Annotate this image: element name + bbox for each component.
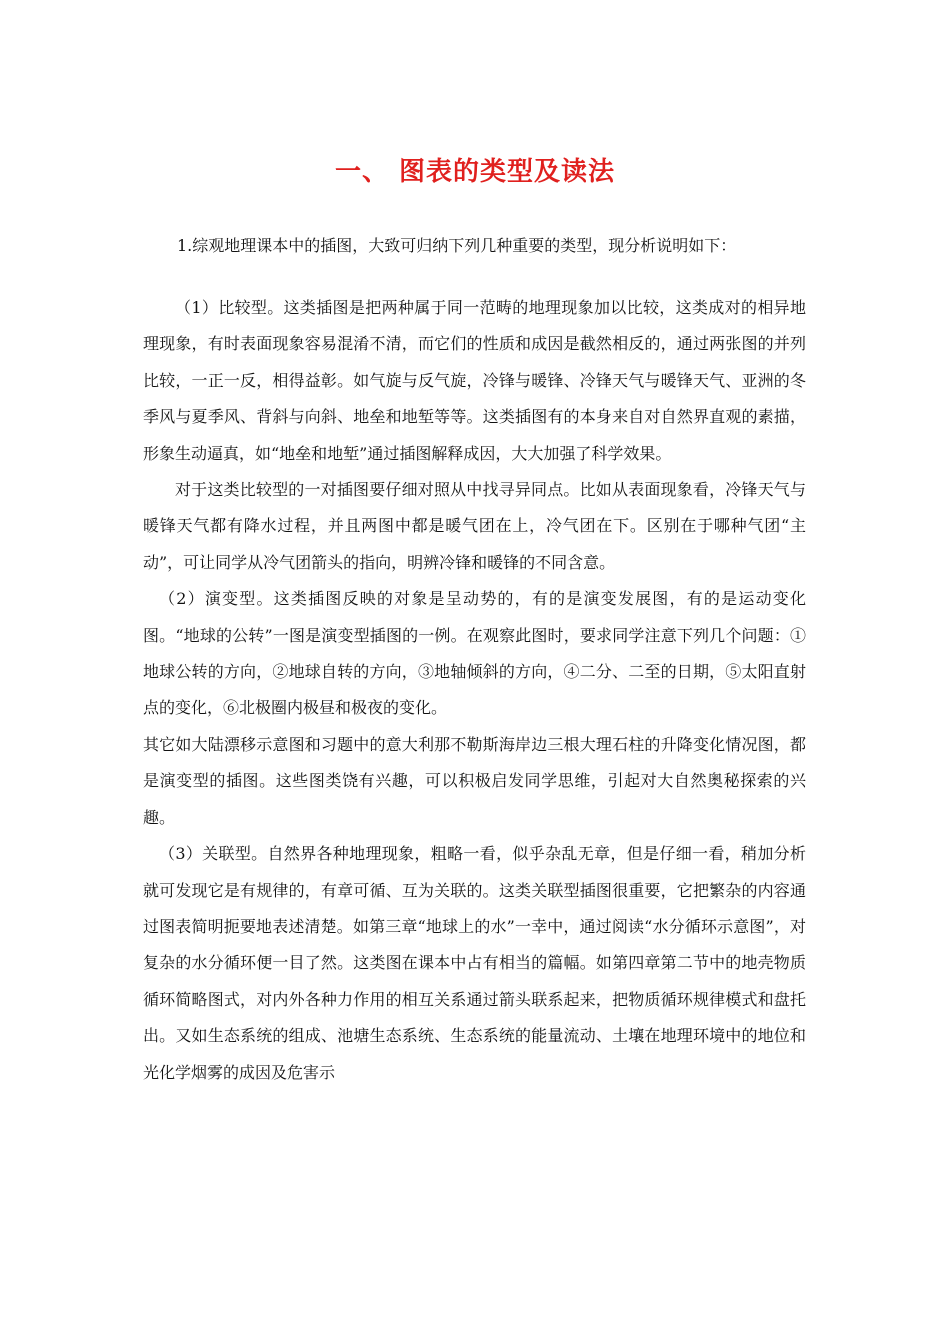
paragraph-evolution-examples: 其它如大陆漂移示意图和习题中的意大利那不勒斯海岸边三根大理石柱的升降变化情况图，都是演变型的插图。这些图类饶有兴趣，可以积极启发同学思维，引起对大自然奥秘探索的兴趣。 — [143, 734, 806, 827]
section-title: 一、 图表的类型及读法 — [334, 157, 616, 187]
paragraph-evolution: （2）演变型。这类插图反映的对象是呈动势的，有的是演变发展图，有的是运动变化图。“地球的公转”一图是演变型插图的一例。在观察此图时，要求同学注意下列几个问题：①地球公转的方向，②地球自转的方向，③地轴倾斜的方向，④二分、二至的日期，⑤太阳直射点的变化，⑥北极圈内极昼和极夜的变化。 — [143, 589, 806, 718]
paragraph-association: （3）关联型。自然界各种地理现象，粗略一看，似乎杂乱无章，但是仔细一看，稍加分析就可发现它是有规律的，有章可循、互为关联的。这类关联型插图很重要，它把繁杂的内容通过图表简明扼要地表述清楚。如第三章“地球上的水”一幸中，通过阅读“水分循环示意图”，对复杂的水分循环便一目了然。这类图在课本中占有相当的篇幅。如第四章第二节中的地壳物质循环简略图式，对内外各种力作用的相互关系通过箭头联系起来，把物质循环规律模式和盘托出。又如生态系统的组成、池塘生态系统、生态系统的能量流动、土壤在地理环境中的地位和光化学烟雾的成因及危害示 — [143, 844, 806, 1082]
paragraph-comparison: （1）比较型。这类插图是把两种属于同一范畴的地理现象加以比较，这类成对的相异地理现象，有时表面现象容易混淆不清，而它们的性质和成因是截然相反的，通过两张图的并列比较，一正一反，相得益彰。如气旋与反气旋，冷锋与暖锋、冷锋天气与暖锋天气、亚洲的冬季风与夏季风、背斜与向斜、地垒和地堑等等。这类插图有的本身来自对自然界直观的素描，形象生动逼真，如“地垒和地堑”通过插图解释成因，大大加强了科学效果。 — [143, 298, 806, 463]
paragraph-comparison-reading: 对于这类比较型的一对插图要仔细对照从中找寻异同点。比如从表面现象看，冷锋天气与暖锋天气都有降水过程，并且两图中都是暖气团在上，冷气团在下。区别在于哪种气团“主动”，可让同学从冷气团箭头的指向，明辨冷锋和暖锋的不同含意。 — [143, 480, 806, 572]
body-text — [143, 290, 806, 1091]
intro-line: 1.综观地理课本中的插图，大致可归纳下列几种重要的类型，现分析说明如下： — [177, 236, 737, 255]
